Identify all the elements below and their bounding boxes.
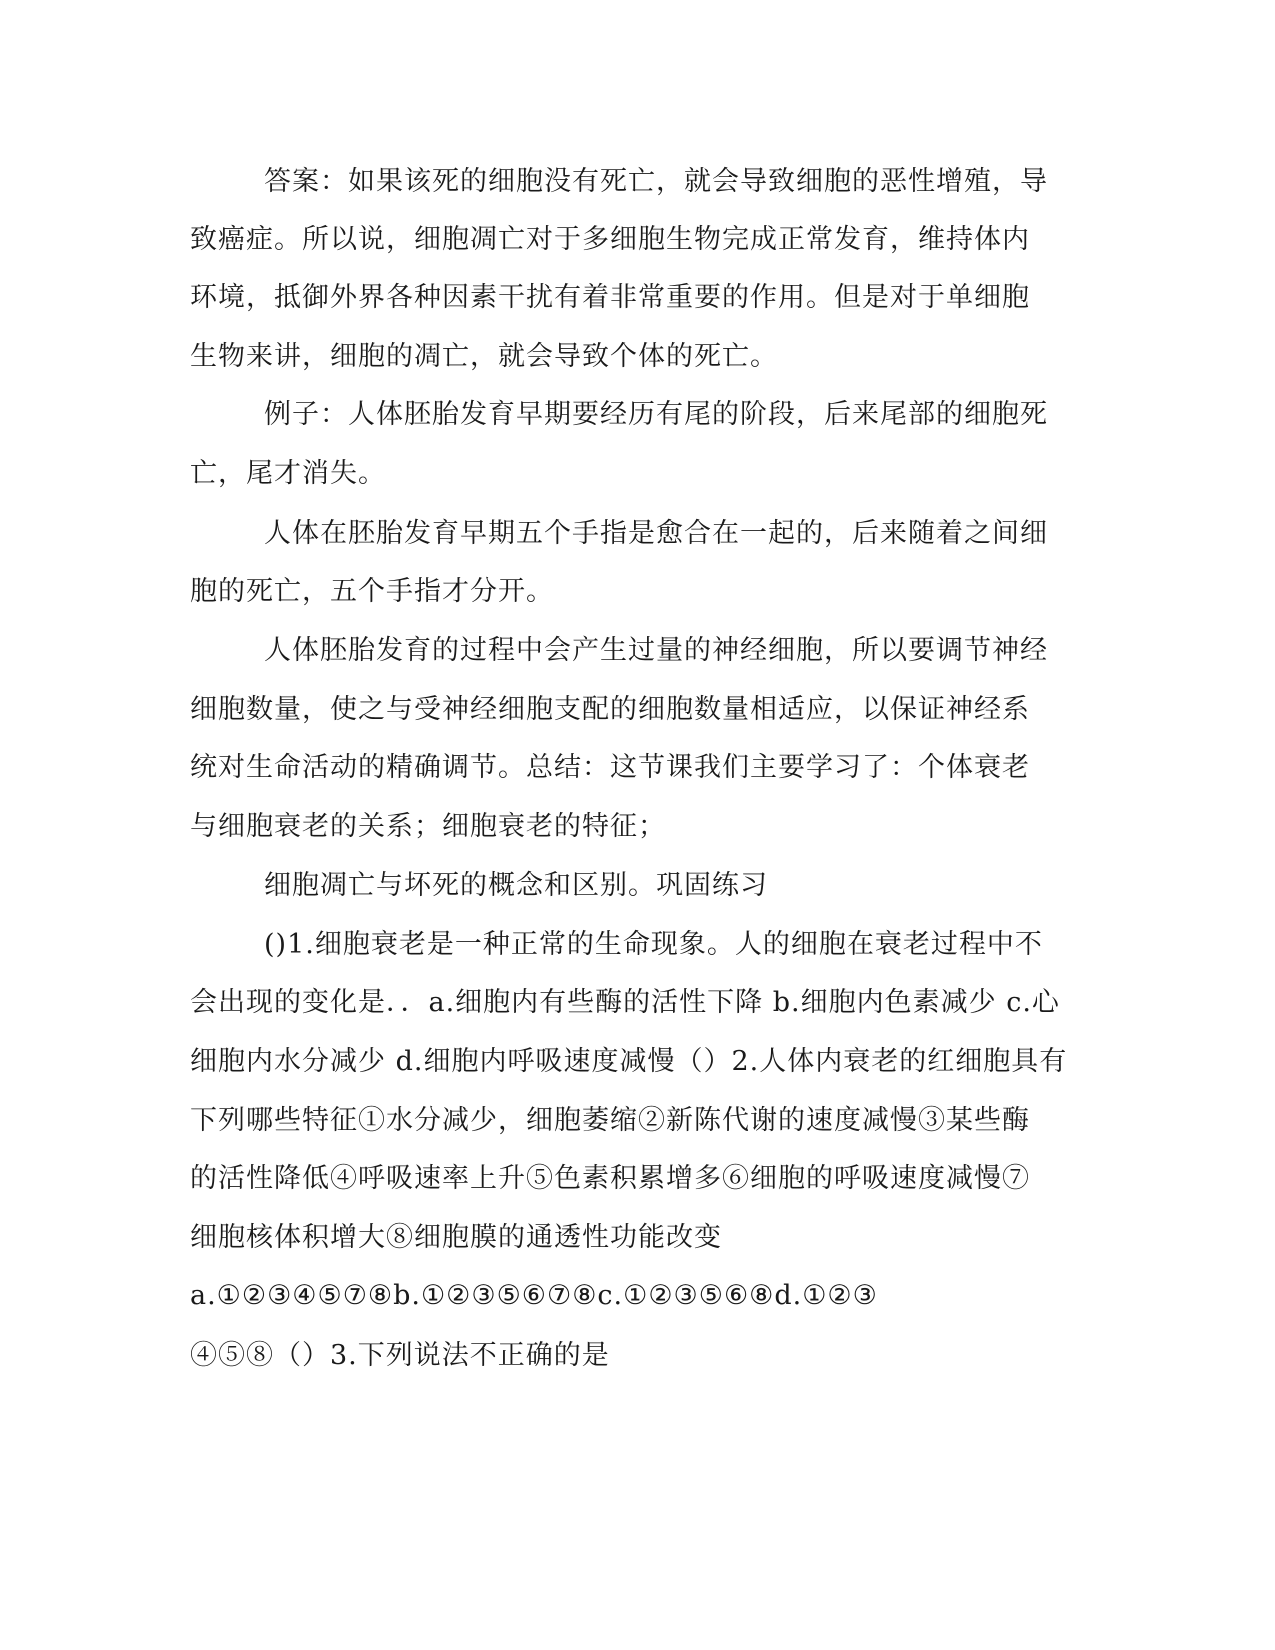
paragraph-line: 细胞凋亡与坏死的概念和区别。巩固练习 [264,870,768,901]
question-line: ④⑤⑧（）3.下列说法不正确的是 [190,1340,610,1371]
paragraph-line: 与细胞衰老的关系；细胞衰老的特征； [190,811,666,842]
question-line: 下列哪些特征①水分减少，细胞萎缩②新陈代谢的速度减慢③某些酶 [190,1105,1030,1136]
question-line: 会出现的变化是．．a.细胞内有些酶的活性下降 b.细胞内色素减少 c.心 [190,987,1060,1018]
paragraph-line: 亡，尾才消失。 [190,458,386,489]
question-line: ()1.细胞衰老是一种正常的生命现象。人的细胞在衰老过程中不 [264,929,1043,960]
paragraph-line: 例子：人体胚胎发育早期要经历有尾的阶段，后来尾部的细胞死 [264,399,1048,430]
paragraph-line: 生物来讲，细胞的凋亡，就会导致个体的死亡。 [190,341,778,372]
paragraph-line: 环境，抵御外界各种因素干扰有着非常重要的作用。但是对于单细胞 [190,282,1030,313]
question-line: 细胞核体积增大⑧细胞膜的通透性功能改变 [190,1222,722,1253]
paragraph-line: 胞的死亡，五个手指才分开。 [190,576,554,607]
question-line: 的活性降低④呼吸速率上升⑤色素积累增多⑥细胞的呼吸速度减慢⑦ [190,1163,1030,1194]
paragraph-line: 致癌症。所以说，细胞凋亡对于多细胞生物完成正常发育，维持体内 [190,224,1030,255]
paragraph-line: 细胞数量，使之与受神经细胞支配的细胞数量相适应，以保证神经系 [190,694,1030,725]
question-line: 细胞内水分减少 d.细胞内呼吸速度减慢（）2.人体内衰老的红细胞具有 [190,1046,1068,1077]
paragraph-line: 人体胚胎发育的过程中会产生过量的神经细胞，所以要调节神经 [264,635,1048,666]
answer-options-line: a.①②③④⑤⑦⑧b.①②③⑤⑥⑦⑧c.①②③⑤⑥⑧d.①②③ [190,1280,878,1311]
paragraph-line: 统对生命活动的精确调节。总结：这节课我们主要学习了：个体衰老 [190,752,1030,783]
paragraph-line: 人体在胚胎发育早期五个手指是愈合在一起的，后来随着之间细 [264,518,1048,549]
paragraph-line: 答案：如果该死的细胞没有死亡，就会导致细胞的恶性增殖，导 [264,166,1048,197]
